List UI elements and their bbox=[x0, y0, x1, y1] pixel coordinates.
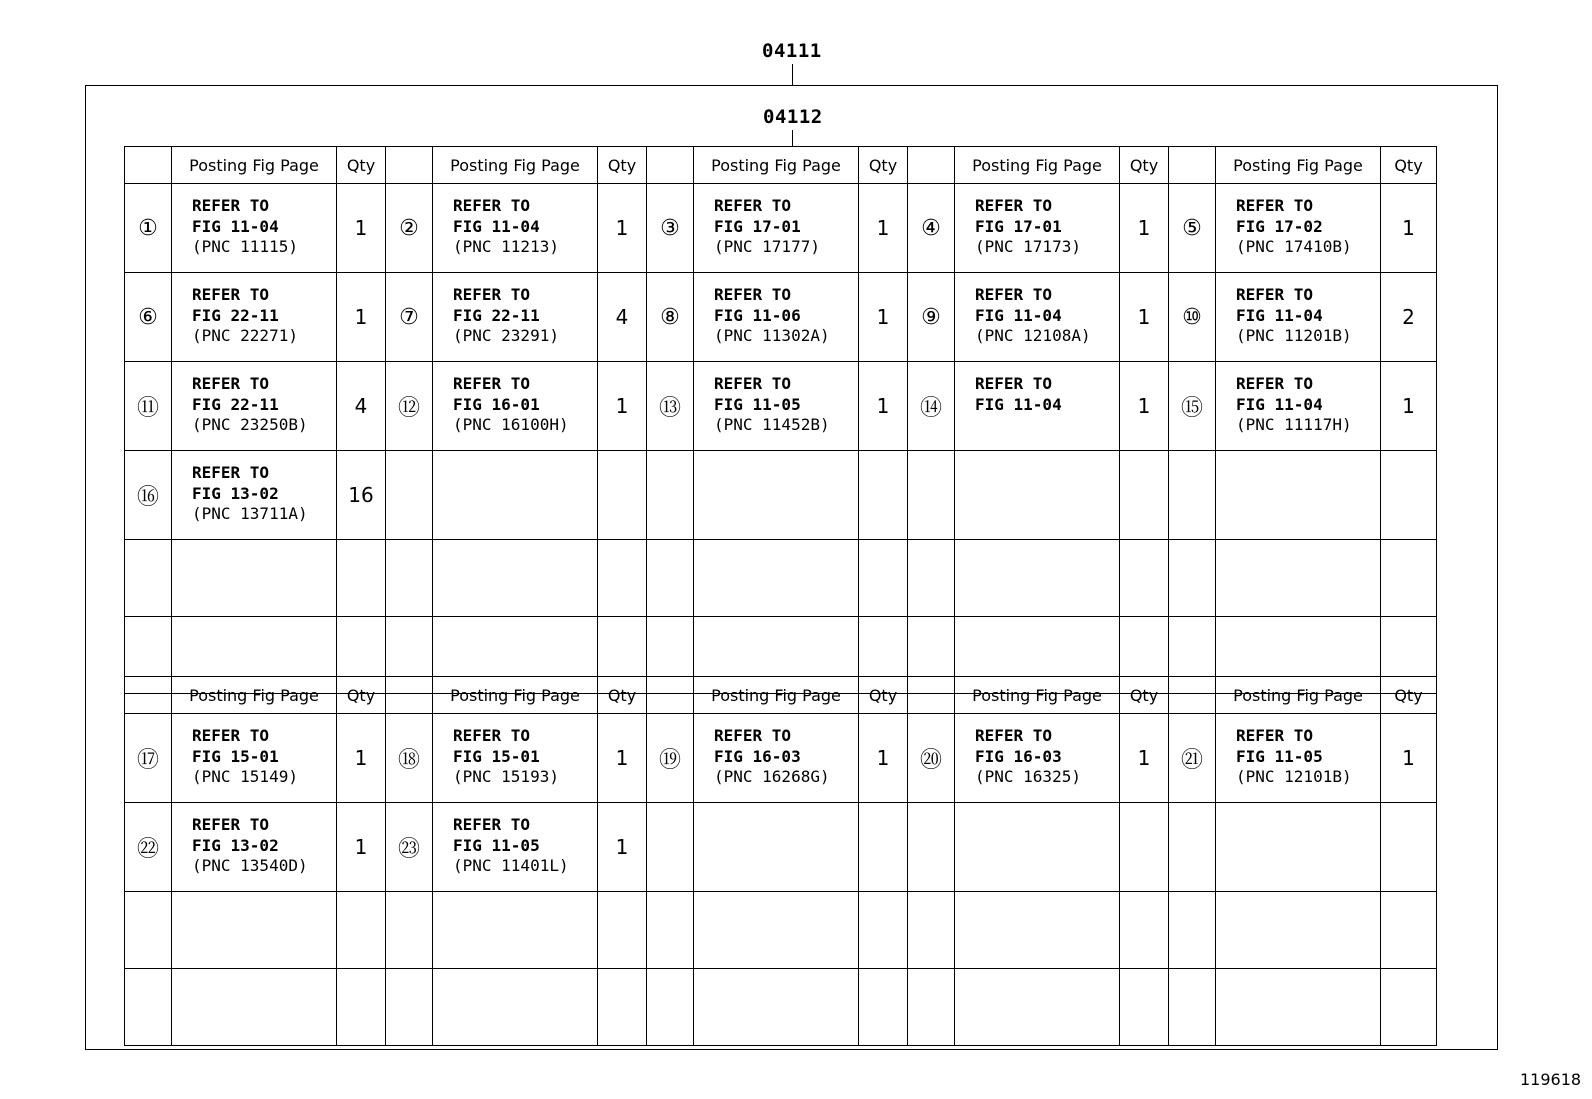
refer-to-text: REFER TO bbox=[1236, 285, 1314, 304]
pnc-number: (PNC 17177) bbox=[714, 237, 820, 256]
empty-cell bbox=[694, 540, 859, 617]
quantity: 1 bbox=[337, 273, 386, 362]
callout-number: ⑥ bbox=[125, 273, 172, 362]
empty-cell bbox=[125, 540, 172, 617]
empty-cell bbox=[598, 540, 647, 617]
header-number-cell bbox=[125, 147, 172, 184]
quantity: 16 bbox=[337, 451, 386, 540]
refer-to-text: REFER TO bbox=[714, 196, 792, 215]
header-number-cell bbox=[908, 147, 955, 184]
header-qty: Qty bbox=[337, 677, 386, 714]
header-number-cell bbox=[386, 677, 433, 714]
posting-fig-reference bbox=[172, 273, 337, 362]
pnc-number: (PNC 23291) bbox=[453, 326, 559, 345]
pnc-number: (PNC 11452B) bbox=[714, 415, 830, 434]
header-number-cell bbox=[386, 147, 433, 184]
quantity bbox=[859, 803, 908, 892]
empty-cell bbox=[908, 540, 955, 617]
header-number-cell bbox=[647, 677, 694, 714]
empty-cell bbox=[337, 540, 386, 617]
callout-number: ④ bbox=[908, 184, 955, 273]
refer-to-text: REFER TO bbox=[453, 285, 531, 304]
fig-number: FIG 13-02 bbox=[192, 835, 279, 855]
empty-cell bbox=[647, 892, 694, 969]
callout-number bbox=[908, 803, 955, 892]
posting-fig-reference bbox=[955, 714, 1120, 803]
posting-fig-reference bbox=[172, 803, 337, 892]
pnc-number: (PNC 23250B) bbox=[192, 415, 308, 434]
pnc-number: (PNC 16268G) bbox=[714, 767, 830, 786]
header-number-cell bbox=[125, 677, 172, 714]
posting-fig-reference bbox=[955, 362, 1120, 451]
callout-number: ⑭ bbox=[908, 362, 955, 451]
fig-number: FIG 11-04 bbox=[975, 394, 1062, 414]
header-posting-fig-page: Posting Fig Page bbox=[172, 147, 337, 184]
refer-to-text: REFER TO bbox=[975, 374, 1053, 393]
callout-number bbox=[386, 451, 433, 540]
empty-cell bbox=[647, 540, 694, 617]
empty-cell bbox=[433, 892, 598, 969]
fig-number: FIG 11-04 bbox=[975, 305, 1062, 325]
fig-number: FIG 16-03 bbox=[714, 746, 801, 766]
posting-fig-reference bbox=[172, 362, 337, 451]
callout-number: ⑦ bbox=[386, 273, 433, 362]
callout-number bbox=[647, 803, 694, 892]
callout-number bbox=[1169, 451, 1216, 540]
empty-cell bbox=[694, 969, 859, 1046]
empty-cell bbox=[1120, 969, 1169, 1046]
empty-cell bbox=[172, 540, 337, 617]
fig-number: FIG 11-05 bbox=[714, 394, 801, 414]
posting-fig-reference bbox=[1216, 714, 1381, 803]
quantity: 4 bbox=[337, 362, 386, 451]
header-posting-fig-page: Posting Fig Page bbox=[433, 677, 598, 714]
header-qty: Qty bbox=[1381, 147, 1437, 184]
posting-fig-reference bbox=[433, 184, 598, 273]
refer-to-text: REFER TO bbox=[975, 726, 1053, 745]
quantity: 1 bbox=[337, 803, 386, 892]
empty-cell bbox=[386, 969, 433, 1046]
empty-cell bbox=[386, 540, 433, 617]
fig-number: FIG 11-04 bbox=[453, 216, 540, 236]
header-qty: Qty bbox=[598, 677, 647, 714]
empty-cell bbox=[172, 892, 337, 969]
empty-cell bbox=[1120, 892, 1169, 969]
quantity: 1 bbox=[859, 362, 908, 451]
quantity bbox=[1120, 803, 1169, 892]
empty-cell bbox=[1120, 540, 1169, 617]
callout-number bbox=[908, 451, 955, 540]
header-row bbox=[125, 677, 1437, 714]
header-posting-fig-page: Posting Fig Page bbox=[433, 147, 598, 184]
pnc-number: (PNC 13711A) bbox=[192, 504, 308, 523]
callout-number: ⑩ bbox=[1169, 273, 1216, 362]
quantity: 1 bbox=[859, 184, 908, 273]
empty-cell bbox=[1169, 969, 1216, 1046]
quantity: 1 bbox=[1120, 273, 1169, 362]
empty-cell bbox=[1381, 540, 1437, 617]
posting-fig-reference bbox=[433, 273, 598, 362]
fig-number: FIG 11-05 bbox=[453, 835, 540, 855]
refer-to-text: REFER TO bbox=[975, 285, 1053, 304]
pnc-number: (PNC 13540D) bbox=[192, 856, 308, 875]
empty-cell bbox=[955, 892, 1120, 969]
posting-fig-reference bbox=[172, 451, 337, 540]
empty-cell bbox=[908, 969, 955, 1046]
posting-fig-reference bbox=[433, 714, 598, 803]
empty-cell bbox=[337, 969, 386, 1046]
quantity: 1 bbox=[1381, 362, 1437, 451]
quantity: 4 bbox=[598, 273, 647, 362]
refer-to-text: REFER TO bbox=[714, 726, 792, 745]
callout-number: ⑯ bbox=[125, 451, 172, 540]
empty-cell bbox=[1381, 892, 1437, 969]
pnc-number: (PNC 11302A) bbox=[714, 326, 830, 345]
empty-row bbox=[125, 969, 1437, 1046]
header-number-cell bbox=[908, 677, 955, 714]
fig-number: FIG 17-02 bbox=[1236, 216, 1323, 236]
posting-fig-reference bbox=[1216, 803, 1381, 892]
empty-cell bbox=[125, 969, 172, 1046]
empty-cell bbox=[172, 969, 337, 1046]
posting-fig-reference bbox=[694, 362, 859, 451]
callout-number: ⑫ bbox=[386, 362, 433, 451]
refer-to-text: REFER TO bbox=[453, 726, 531, 745]
callout-number: ⑨ bbox=[908, 273, 955, 362]
empty-row bbox=[125, 892, 1437, 969]
header-number-cell bbox=[1169, 677, 1216, 714]
table-row bbox=[125, 362, 1437, 451]
pnc-number: (PNC 16100H) bbox=[453, 415, 569, 434]
fig-number: FIG 11-04 bbox=[192, 216, 279, 236]
empty-cell bbox=[386, 892, 433, 969]
header-number-cell bbox=[647, 147, 694, 184]
header-posting-fig-page: Posting Fig Page bbox=[1216, 147, 1381, 184]
header-posting-fig-page: Posting Fig Page bbox=[694, 147, 859, 184]
quantity: 1 bbox=[337, 714, 386, 803]
posting-fig-reference bbox=[1216, 273, 1381, 362]
empty-cell bbox=[1381, 969, 1437, 1046]
quantity: 1 bbox=[1120, 184, 1169, 273]
empty-cell bbox=[694, 892, 859, 969]
fig-number: FIG 15-01 bbox=[192, 746, 279, 766]
posting-fig-reference bbox=[433, 451, 598, 540]
empty-cell bbox=[433, 540, 598, 617]
table-row bbox=[125, 451, 1437, 540]
quantity bbox=[859, 451, 908, 540]
refer-to-text: REFER TO bbox=[453, 374, 531, 393]
posting-fig-reference bbox=[694, 803, 859, 892]
fig-number: FIG 22-11 bbox=[192, 394, 279, 414]
table-row bbox=[125, 714, 1437, 803]
refer-to-text: REFER TO bbox=[192, 726, 270, 745]
quantity: 1 bbox=[1381, 714, 1437, 803]
quantity: 1 bbox=[1120, 362, 1169, 451]
header-posting-fig-page: Posting Fig Page bbox=[172, 677, 337, 714]
callout-number: ㉑ bbox=[1169, 714, 1216, 803]
header-qty: Qty bbox=[859, 147, 908, 184]
refer-to-text: REFER TO bbox=[453, 815, 531, 834]
fig-number: FIG 16-03 bbox=[975, 746, 1062, 766]
refer-to-text: REFER TO bbox=[453, 196, 531, 215]
fig-number: FIG 11-05 bbox=[1236, 746, 1323, 766]
leader-line-outer bbox=[792, 64, 793, 86]
callout-number: ① bbox=[125, 184, 172, 273]
pnc-number: (PNC 11201B) bbox=[1236, 326, 1352, 345]
pnc-number: (PNC 15149) bbox=[192, 767, 298, 786]
fig-number: FIG 22-11 bbox=[192, 305, 279, 325]
callout-number: ⑧ bbox=[647, 273, 694, 362]
fig-number: FIG 16-01 bbox=[453, 394, 540, 414]
posting-fig-reference bbox=[694, 714, 859, 803]
assembly-label-inner: 04112 bbox=[763, 106, 823, 128]
empty-cell bbox=[433, 969, 598, 1046]
pnc-number: (PNC 11213) bbox=[453, 237, 559, 256]
empty-cell bbox=[1216, 969, 1381, 1046]
empty-cell bbox=[1169, 892, 1216, 969]
callout-number: ㉒ bbox=[125, 803, 172, 892]
callout-number: ⑱ bbox=[386, 714, 433, 803]
header-posting-fig-page: Posting Fig Page bbox=[955, 677, 1120, 714]
empty-row bbox=[125, 540, 1437, 617]
empty-cell bbox=[1169, 540, 1216, 617]
refer-to-text: REFER TO bbox=[1236, 726, 1314, 745]
pnc-number: (PNC 11117H) bbox=[1236, 415, 1352, 434]
empty-cell bbox=[598, 892, 647, 969]
quantity: 1 bbox=[598, 362, 647, 451]
pnc-number: (PNC 16325) bbox=[975, 767, 1081, 786]
fig-number: FIG 11-04 bbox=[1236, 305, 1323, 325]
refer-to-text: REFER TO bbox=[192, 196, 270, 215]
empty-cell bbox=[337, 892, 386, 969]
posting-fig-reference bbox=[172, 184, 337, 273]
callout-number: ③ bbox=[647, 184, 694, 273]
refer-to-text: REFER TO bbox=[192, 285, 270, 304]
callout-number: ⑲ bbox=[647, 714, 694, 803]
callout-number: ⑮ bbox=[1169, 362, 1216, 451]
fig-number: FIG 11-06 bbox=[714, 305, 801, 325]
posting-fig-reference bbox=[955, 273, 1120, 362]
posting-fig-reference bbox=[955, 451, 1120, 540]
callout-number bbox=[647, 451, 694, 540]
fig-number: FIG 17-01 bbox=[714, 216, 801, 236]
pnc-number: (PNC 17173) bbox=[975, 237, 1081, 256]
callout-number: ⑰ bbox=[125, 714, 172, 803]
quantity: 1 bbox=[598, 803, 647, 892]
posting-fig-reference bbox=[694, 184, 859, 273]
callout-number: ⑬ bbox=[647, 362, 694, 451]
fig-number: FIG 17-01 bbox=[975, 216, 1062, 236]
quantity: 1 bbox=[337, 184, 386, 273]
refer-to-text: REFER TO bbox=[714, 374, 792, 393]
empty-cell bbox=[1216, 540, 1381, 617]
header-qty: Qty bbox=[1381, 677, 1437, 714]
header-qty: Qty bbox=[598, 147, 647, 184]
empty-cell bbox=[598, 969, 647, 1046]
callout-number: ⑤ bbox=[1169, 184, 1216, 273]
refer-to-text: REFER TO bbox=[714, 285, 792, 304]
empty-cell bbox=[647, 969, 694, 1046]
posting-fig-reference bbox=[172, 714, 337, 803]
posting-fig-reference bbox=[433, 362, 598, 451]
header-qty: Qty bbox=[337, 147, 386, 184]
header-number-cell bbox=[1169, 147, 1216, 184]
callout-number: ⑳ bbox=[908, 714, 955, 803]
pnc-number: (PNC 11115) bbox=[192, 237, 298, 256]
header-posting-fig-page: Posting Fig Page bbox=[955, 147, 1120, 184]
pnc-number: (PNC 17410B) bbox=[1236, 237, 1352, 256]
pnc-number: (PNC 22271) bbox=[192, 326, 298, 345]
assembly-label-outer: 04111 bbox=[762, 40, 822, 62]
refer-to-text: REFER TO bbox=[192, 463, 270, 482]
quantity: 1 bbox=[598, 184, 647, 273]
fig-number: FIG 15-01 bbox=[453, 746, 540, 766]
refer-to-text: REFER TO bbox=[975, 196, 1053, 215]
quantity: 2 bbox=[1381, 273, 1437, 362]
empty-cell bbox=[859, 969, 908, 1046]
header-qty: Qty bbox=[1120, 147, 1169, 184]
reference-table-top bbox=[124, 146, 1437, 694]
empty-cell bbox=[1216, 892, 1381, 969]
pnc-number: (PNC 15193) bbox=[453, 767, 559, 786]
header-qty: Qty bbox=[859, 677, 908, 714]
leader-line-inner bbox=[792, 130, 793, 146]
refer-to-text: REFER TO bbox=[192, 815, 270, 834]
quantity bbox=[1381, 803, 1437, 892]
callout-number: ㉓ bbox=[386, 803, 433, 892]
fig-number: FIG 11-04 bbox=[1236, 394, 1323, 414]
quantity: 1 bbox=[859, 273, 908, 362]
callout-number: ② bbox=[386, 184, 433, 273]
illustration-number: 119618 bbox=[1520, 1070, 1582, 1089]
table-row bbox=[125, 273, 1437, 362]
empty-cell bbox=[955, 540, 1120, 617]
header-posting-fig-page: Posting Fig Page bbox=[1216, 677, 1381, 714]
posting-fig-reference bbox=[694, 273, 859, 362]
callout-number bbox=[1169, 803, 1216, 892]
posting-fig-reference bbox=[694, 451, 859, 540]
reference-table-bottom bbox=[124, 676, 1437, 1046]
quantity bbox=[1120, 451, 1169, 540]
header-row bbox=[125, 147, 1437, 184]
fig-number: FIG 13-02 bbox=[192, 483, 279, 503]
empty-cell bbox=[908, 892, 955, 969]
quantity bbox=[1381, 451, 1437, 540]
fig-number: FIG 22-11 bbox=[453, 305, 540, 325]
refer-to-text: REFER TO bbox=[192, 374, 270, 393]
posting-fig-reference bbox=[955, 803, 1120, 892]
empty-cell bbox=[955, 969, 1120, 1046]
quantity: 1 bbox=[1120, 714, 1169, 803]
quantity: 1 bbox=[598, 714, 647, 803]
posting-fig-reference bbox=[955, 184, 1120, 273]
quantity: 1 bbox=[1381, 184, 1437, 273]
pnc-number: (PNC 12101B) bbox=[1236, 767, 1352, 786]
refer-to-text: REFER TO bbox=[1236, 196, 1314, 215]
posting-fig-reference bbox=[1216, 184, 1381, 273]
empty-cell bbox=[859, 540, 908, 617]
refer-to-text: REFER TO bbox=[1236, 374, 1314, 393]
empty-cell bbox=[859, 892, 908, 969]
quantity bbox=[598, 451, 647, 540]
posting-fig-reference bbox=[433, 803, 598, 892]
header-posting-fig-page: Posting Fig Page bbox=[694, 677, 859, 714]
pnc-number: (PNC 12108A) bbox=[975, 326, 1091, 345]
quantity: 1 bbox=[859, 714, 908, 803]
empty-cell bbox=[125, 892, 172, 969]
posting-fig-reference bbox=[1216, 362, 1381, 451]
table-row bbox=[125, 803, 1437, 892]
table-row bbox=[125, 184, 1437, 273]
header-qty: Qty bbox=[1120, 677, 1169, 714]
pnc-number: (PNC 11401L) bbox=[453, 856, 569, 875]
callout-number: ⑪ bbox=[125, 362, 172, 451]
posting-fig-reference bbox=[1216, 451, 1381, 540]
